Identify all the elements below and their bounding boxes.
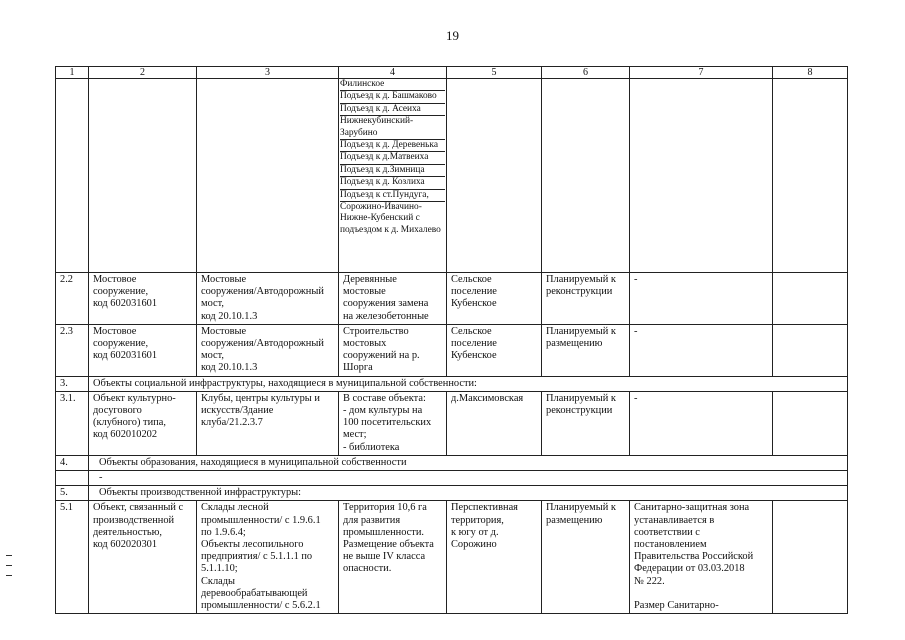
row-number: 3.1. [56, 391, 89, 455]
column-number-row [56, 67, 848, 79]
object-name: Объект культурно- досугового (клубного) типа, код 602010202 [89, 391, 197, 455]
object-note [773, 391, 848, 455]
object-type: Склады лесной промышленности/ с 1.9.6.1 по 1.9.6.4; Объекты лесопильного предприятия/ с 5.1.1.1 по 5.1.1.10; Склады деревообрабатывающей промышленности/ с 5.6.2.1 [197, 501, 339, 614]
road-item: Подъезд к д. Козлиха [340, 177, 445, 189]
table-row [56, 501, 848, 614]
object-characteristics: Деревянные мостовые сооружения замена на железобетонные [339, 273, 447, 325]
object-location: Перспективная территория, к югу от д. Сорожино [447, 501, 542, 614]
object-status: Планируемый к размещению [542, 324, 630, 376]
object-zone: - [630, 324, 773, 376]
road-list-cell [339, 79, 447, 273]
row-number: 2.2 [56, 273, 89, 325]
col-header: 8 [773, 67, 848, 79]
object-location: Сельское поселение Кубенское [447, 273, 542, 325]
section-row [56, 486, 848, 501]
section-row [56, 376, 848, 391]
page-number: 19 [446, 28, 459, 43]
object-location: д.Максимовская [447, 391, 542, 455]
table-row [56, 391, 848, 455]
road-item: Подъезд к ст.Пундуга, [340, 189, 445, 201]
road-item: Подъезд к д. Деревенька [340, 140, 445, 152]
col-header: 3 [197, 67, 339, 79]
row-number: 2.3 [56, 324, 89, 376]
object-status: Планируемый к реконструкции [542, 391, 630, 455]
object-status: Планируемый к реконструкции [542, 273, 630, 325]
table-row [56, 273, 848, 325]
col-header: 2 [89, 67, 197, 79]
object-note [773, 324, 848, 376]
object-characteristics: Строительство мостовых сооружений на р. Шорга [339, 324, 447, 376]
object-location: Сельское поселение Кубенское [447, 324, 542, 376]
object-zone: Санитарно-защитная зона устанавливается в соответствии с постановлением Правительства Российской Федерации от 03.03.2018 № 222. Размер Санитарно- [630, 501, 773, 614]
object-note [773, 501, 848, 614]
section-row [56, 455, 848, 470]
col-header: 5 [447, 67, 542, 79]
section-number: 3. [56, 376, 89, 391]
object-type: Мостовые сооружения/Автодорожный мост, код 20.10.1.3 [197, 324, 339, 376]
section-number: 4. [56, 455, 89, 470]
object-type: Мостовые сооружения/Автодорожный мост, код 20.10.1.3 [197, 273, 339, 325]
col-header: 4 [339, 67, 447, 79]
object-status: Планируемый к размещению [542, 501, 630, 614]
section-number: 5. [56, 486, 89, 501]
planning-table [55, 66, 848, 614]
row-number: 5.1 [56, 501, 89, 614]
empty-row [56, 471, 848, 486]
road-list [340, 79, 445, 236]
object-characteristics: Территория 10,6 га для развития промышленности. Размещение объекта не выше IV класса опасности. [339, 501, 447, 614]
margin-marks [6, 555, 14, 585]
road-item: Подъезд к д. Башмаково [340, 91, 445, 103]
object-zone: - [630, 391, 773, 455]
section-title: Объекты социальной инфраструктуры, находящиеся в муниципальной собственности: [89, 376, 848, 391]
object-note [773, 273, 848, 325]
section-title: Объекты образования, находящиеся в муниципальной собственности [89, 455, 848, 470]
road-item: Подъезд к д. Асеиха [340, 103, 445, 115]
empty-dash: - [89, 471, 848, 486]
object-characteristics: В составе объекта: - дом культуры на 100 посетительских мест; - библиотека [339, 391, 447, 455]
road-item: Нижнекубинский-Зарубино [340, 116, 445, 140]
section-title: Объекты производственной инфраструктуры: [89, 486, 848, 501]
table-row [56, 324, 848, 376]
road-item: Сорожино-Ивачино-Нижне-Кубенский с подъездом к д. Михалево [340, 202, 441, 235]
object-name: Мостовое сооружение, код 602031601 [89, 273, 197, 325]
road-item: Подъезд к д.Матвеиха [340, 152, 445, 164]
continuation-row [56, 79, 848, 273]
object-zone: - [630, 273, 773, 325]
object-name: Мостовое сооружение, код 602031601 [89, 324, 197, 376]
object-name: Объект, связанный с производственной деятельностью, код 602020301 [89, 501, 197, 614]
object-type: Клубы, центры культуры и искусств/Здание клуба/21.2.3.7 [197, 391, 339, 455]
col-header: 6 [542, 67, 630, 79]
road-item: Подъезд к д.Зимница [340, 164, 445, 176]
col-header: 7 [630, 67, 773, 79]
road-item: Филинское [340, 79, 445, 91]
col-header: 1 [56, 67, 89, 79]
